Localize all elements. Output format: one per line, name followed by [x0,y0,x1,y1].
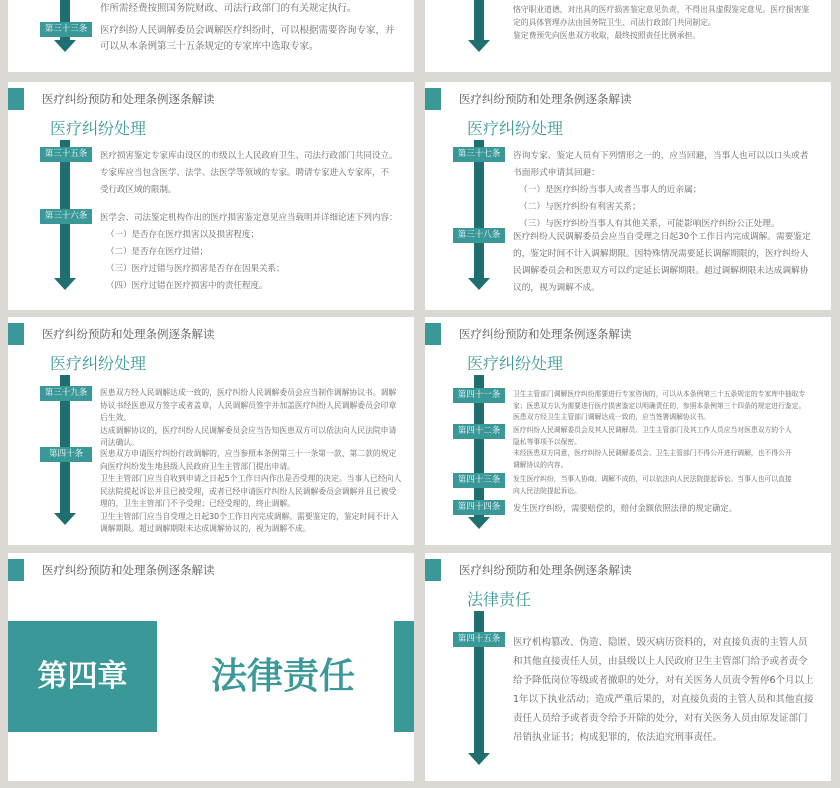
article-text-line: 医疗损害鉴定专家库由设区的市级以上人民政府卫生、司法行政部门共同设立。 [100,151,398,161]
article-text-line: 向人民法院提起诉讼。 [513,486,581,495]
article-text [513,148,808,233]
article-text [513,474,792,497]
article-text-line: 定的具体管理办法由国务院卫生、司法行政部门共同制定。 [513,18,716,27]
article-text-line: （三）与医疗纠纷当事人有其他关系，可能影响医疗纠纷公正处理。 [519,219,780,229]
article-text-line: 受行政区域的限制。 [100,185,177,195]
article-text-line: 医患双方经卫生主管部门调解达成一致的，应当签署调解协议书。 [513,413,711,421]
header-accent-square [8,559,24,581]
article-text [100,448,401,536]
article-text-line: 医学会、司法鉴定机构作出的医疗损害鉴定意见应当载明并详细论述下列内容： [100,213,398,223]
slide-header-title: 医疗纠纷预防和处理条例逐条解读 [459,563,632,577]
article-text-line: 吊销执业证书；构成犯罪的，依法追究刑事责任。 [513,732,723,743]
slide-thumbnail[interactable] [425,82,831,310]
article-text-line: 医疗纠纷人民调解委员会及其人民调解员、卫生主管部门及其工作人员应当对医患双方的个人 [513,426,792,434]
slide-header-title: 医疗纠纷预防和处理条例逐条解读 [42,327,215,341]
article-text-line: 鉴定费预先向医患双方收取，最终按照责任比例承担。 [513,31,701,40]
article-label: 第三十六条 [40,209,92,224]
article-text [513,501,737,516]
header-accent-square [8,88,24,110]
article-text-line: 达成调解协议的，医疗纠纷人民调解委员会应当告知医患双方可以依法向人民法院申请 [100,425,397,435]
article-text-line: 向医疗纠纷发生地县级人民政府卫生主管部门提出申请。 [100,461,295,471]
article-text-line: 民调解委员会和医患双方可以约定延长调解期限。超过调解期限未达成调解协 [513,266,809,276]
article-text [513,229,811,297]
article-text-line: 医患双方申请医疗纠纷行政调解的，应当参照本条例第三十一条第一款、第二款的规定 [100,449,397,458]
arrow-down-icon [54,278,76,290]
article-text-line: 卫生主管部门应当自受理之日起30个工作日内完成调解。需要鉴定的，鉴定时间不计入 [100,511,399,521]
arrow-down-icon [468,517,490,529]
article-text-line: 的，鉴定时间不计入调解期限。因特殊情况需要延长调解期限的，医疗纠纷人 [513,249,809,259]
article-text-line: 医疗机构篡改、伪造、隐匿、毁灭病历资料的，对直接负责的主管人员 [513,637,808,648]
article-label: 第三十七条 [453,147,505,162]
article-text-line: （一）是否存在医疗损害以及损害程度； [106,230,260,240]
header-accent-square [425,88,441,110]
article-text-line: 隐私等事项予以保密。 [513,437,581,446]
article-label: 第三十九条 [40,386,92,401]
arrow-down-icon [468,40,490,52]
article-label: 第三十三条 [40,22,92,37]
header-accent-square [425,559,441,581]
article-label: 第四十三条 [453,473,505,488]
slide-header-title: 医疗纠纷预防和处理条例逐条解读 [459,327,632,341]
arrow-down-icon [54,40,76,52]
article-text [100,387,396,450]
article-text-line: 咨询专家、鉴定人员有下列情形之一的，应当回避，当事人也可以以口头或者 [513,151,809,161]
article-label: 第四十一条 [453,388,505,403]
article-text [513,425,792,471]
section-title: 法律责任 [467,590,532,609]
article-text-line: 恪守职业道德，对出具的医疗损害鉴定意见负责，不得出具虚假鉴定意见。医疗损害鉴 [513,5,810,14]
chapter-side-accent [394,621,414,732]
slide-thumbnail[interactable] [8,0,414,72]
article-text-line: 卫生主管部门调解医疗纠纷需要进行专家咨询的，可以从本条例第三十五条规定的专家库中抽取专 [513,390,806,398]
article-text-line: 民法院提起诉讼并且已被受理，或者已经申请医疗纠纷人民调解委员会调解并且已被受 [100,486,397,496]
arrow-down-icon [468,753,490,765]
article-text-line: 调解协议的内容。 [513,460,568,469]
article-text-line: 可以从本条例第三十五条规定的专家库中选取专家。 [100,41,319,52]
article-text [513,389,805,424]
slide-thumbnail[interactable] [8,317,414,545]
article-text-line: 作所需经费按照国务院财政、司法行政部门的有关规定执行。 [100,3,357,14]
article-label: 第四十条 [40,447,92,462]
article-text-line: 和其他直接责任人员，由县级以上人民政府卫生主管部门给予或者责令 [513,656,808,667]
article-text [100,210,398,295]
article-text-line: 议的，视为调解不成。 [513,283,600,293]
article-text-line: 后生效。 [100,413,132,422]
arrow-down-icon [468,278,490,290]
article-text-line: 医疗纠纷人民调解委员会调解医疗纠纷时，可以根据需要咨询专家，并 [100,25,395,36]
slide-thumbnail[interactable] [8,553,414,781]
article-text [513,633,814,747]
chapter-title: 法律责任 [210,656,355,697]
header-accent-square [425,323,441,345]
chapter-number: 第四章 [37,659,128,694]
section-title: 医疗纠纷处理 [50,119,147,138]
slide-thumbnail[interactable] [425,0,831,72]
article-text-line: 发生医疗纠纷，当事人协商、调解不成的，可以依法向人民法院提起诉讼。当事人也可以直接 [513,475,792,483]
section-title: 医疗纠纷处理 [50,354,147,373]
article-text-line: （三）医疗过错与医疗损害是否存在因果关系； [106,264,285,274]
article-text-line: （二）是否存在医疗过错； [106,247,209,257]
timeline-bar [474,0,484,40]
slide-header-title: 医疗纠纷预防和处理条例逐条解读 [42,92,215,106]
slide-thumbnail[interactable] [8,82,414,310]
article-text-line: 给予降低岗位等级或者撤职的处分，对有关医务人员责令暂停6个月以上 [513,675,814,686]
article-text-line: 家；医患双方认为需要进行医疗损害鉴定以明确责任的，参照本条例第三十四条的规定进行鉴定。 [513,401,806,410]
section-title: 医疗纠纷处理 [467,354,564,373]
article-text-line: 书面形式申请其回避： [513,168,600,178]
slide-thumbnail[interactable] [425,317,831,545]
article-text-line: （二）与医疗纠纷有利害关系； [519,202,641,212]
article-label: 第三十八条 [453,228,505,243]
article-text-line: 未经医患双方同意，医疗纠纷人民调解委员会、卫生主管部门不得公开进行调解，也不得公开 [513,449,792,457]
article-text-line: 调解期限。超过调解期限未达成调解协议的，视为调解不成。 [100,524,311,533]
article-label: 第三十五条 [40,147,92,162]
article-text-line: 专家库应当包含医学、法学、法医学等领域的专家。聘请专家进入专家库，不 [100,168,390,178]
slide-thumbnail[interactable] [425,553,831,781]
article-label: 第四十四条 [453,500,505,515]
article-label: 第四十二条 [453,424,505,439]
article-text-line: 司法确认。 [100,438,139,447]
article-text-line: （四）医疗过错在医疗损害中的责任程度。 [106,281,268,291]
article-label: 第四十五条 [453,632,505,647]
section-title: 医疗纠纷处理 [467,119,564,138]
article-text [100,148,398,199]
article-text-line: 理的，卫生主管部门不予受理；已经受理的，终止调解。 [100,499,295,508]
article-text-line: 卫生主管部门应当自收到申请之日起5个工作日内作出是否受理的决定。当事人已经向人 [100,474,402,483]
article-text-line: （一）是医疗纠纷当事人或者当事人的近亲属； [519,185,702,195]
article-text [100,1,357,17]
header-accent-square [8,323,24,345]
article-text-line: 医疗纠纷人民调解委员会应当自受理之日起30个工作日内完成调解。需要鉴定 [513,232,811,242]
article-text-line: 责任人员给予或者责令给予开除的处分，对有关医务人员由原发证部门 [513,713,808,724]
article-text-line: 发生医疗纠纷，需要赔偿的，赔付金额依照法律的规定确定。 [513,503,738,513]
article-text-line: 协议书经医患双方签字或者盖章，人民调解员签字并加盖医疗纠纷人民调解委员会印章 [100,400,397,410]
article-text [513,3,809,42]
article-text-line: 医患双方经人民调解达成一致的，医疗纠纷人民调解委员会应当制作调解协议书。调解 [100,388,397,397]
slide-header-title: 医疗纠纷预防和处理条例逐条解读 [459,92,632,106]
slide-header-title: 医疗纠纷预防和处理条例逐条解读 [42,563,215,577]
arrow-down-icon [54,513,76,525]
article-text [100,23,395,55]
article-text-line: 1年以下执业活动；造成严重后果的，对直接负责的主管人员和其他直接 [513,694,814,705]
